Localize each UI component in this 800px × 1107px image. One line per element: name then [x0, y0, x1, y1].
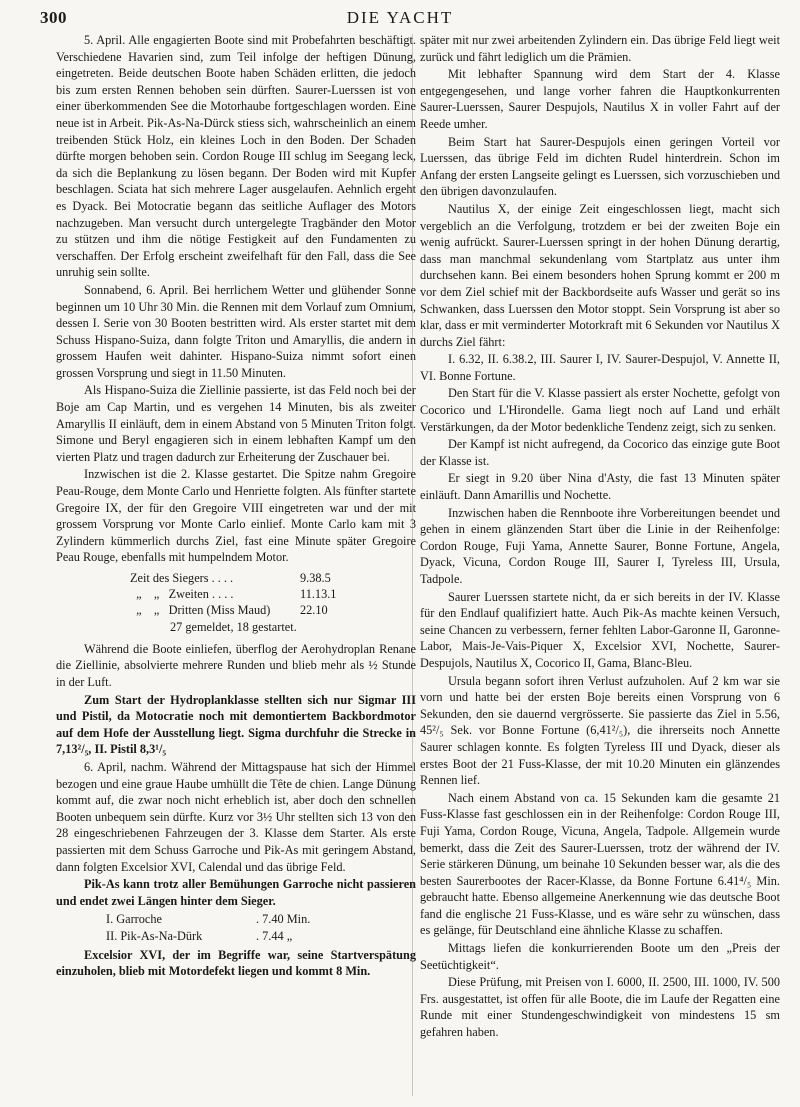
placing-time: . 7.44 „	[256, 928, 293, 943]
placing-row	[56, 911, 416, 928]
paragraph: Diese Prüfung, mit Preisen von I. 6000, II. 2500, III. 1000, IV. 500 Frs. ausgestattet, ist offen für alle Boote, die im Laufe der Regatten eine Runde mit einer Stundengeschwindigkeit von mindestens 15 sm gefahren haben.	[420, 975, 780, 1040]
paragraph: Inzwischen ist die 2. Klasse gestartet. Die Spitze nahm Gregoire Peau-Rouge, dem Monte Carlo und Henriette folgten. Als fünfter startete Gregoire IX, der für den Gregoire VIII eingetreten war und der mit grossem Vorsprung vor Monte Carlo einlief. Monte Carlo kam mit 3 Zylindern kümmerlich durchs Ziel, fast eine Minute später Gregoire Peau Rouge, ebenfalls mit humpelndem Motor.	[56, 467, 416, 565]
paragraph: Den Start für die V. Klasse passiert als erster Nochette, gefolgt von Cocorico und L'Hirondelle. Gama liegt noch auf Land und erhält Verstärkungen, da der Motor bedenkliche Tendenz zeigt, sich zu senken.	[420, 386, 780, 434]
results-label: Zeit des Siegers . . . .	[130, 571, 234, 585]
paragraph: später mit nur zwei arbeitenden Zylindern ein. Das übrige Feld liegt weit zurück und fährt lediglich um die Prämien.	[420, 33, 780, 64]
results-row	[130, 602, 416, 618]
page-header	[0, 6, 800, 28]
results-value: 11.13.1	[300, 587, 337, 602]
paragraph: 6. April, nachm. Während der Mittagspause hat sich der Himmel bezogen und eine graue Haube umhüllt die Tête de chien. Lange Dünung kommt auf, die zwar noch nicht erheblich ist, aber doch den schnellen Booten unbequem sein dürfte. Kurz vor 3½ Uhr stellten sich 13 von den 28 eingeschriebenen Fahrzeugen der 3. Klasse dem Starter. Als erste passierten mit dem Schuss Garroche und Pik-As mit geringem Abstand, dann folgten Excelsior XVI, Calendal und das übrige Feld.	[56, 759, 416, 874]
paragraph: Er siegt in 9.20 über Nina d'Asty, die fast 13 Minuten später einläuft. Dann Amarillis und Nochette.	[420, 471, 780, 503]
paragraph: Mittags liefen die konkurrierenden Boote um den „Preis der Seetüchtigkeit“.	[420, 941, 780, 972]
results-label: „ „ Dritten (Miss Maud)	[130, 603, 271, 618]
paragraph: Excelsior XVI, der im Begriffe war, seine Startverspätung einzuholen, blieb mit Motordefekt liegen und kommt 8 Min.	[56, 947, 416, 979]
paragraph: Als Hispano-Suiza die Ziellinie passierte, ist das Feld noch bei der Boje am Cap Martin, und es vergehen 14 Minuten, bis als zweiter Amaryllis II einläuft, dem in einem Abstand von 5 Minuten Triton folgt. Simone und Beryl engagieren sich in einem lebhaften Kampf um den vierten Platz und tragen dadurch zur Erheiterung der Zuschauer bei.	[56, 383, 416, 464]
paragraph: Mit lebhafter Spannung wird dem Start der 4. Klasse entgegengesehen, und lange vorher fahren die Hauptkonkurrenten Saurer-Luerssen, Saurer Despujols, Nautilus X in voller Fahrt auf der Reede umher.	[420, 67, 780, 131]
running-title: DIE YACHT	[346, 8, 454, 27]
placing-time: . 7.40 Min.	[256, 912, 311, 927]
paragraph: Inzwischen haben die Rennboote ihre Vorbereitungen beendet und gehen in einem glänzenden Start über die Linie in der Reihenfolge: Cordon Rouge, Fuji Yama, Annette Saurer, Bonne Fortune, Angela, Dyack, Vicuna, Cordon Rouge III, Saurer I, Tyreless III, Ursula, Tadpole.	[420, 505, 780, 586]
results-row	[130, 570, 416, 586]
right-column	[420, 32, 780, 1041]
paragraph: Während die Boote einliefen, überflog der Aerohydroplan Renane die Ziellinie, absolvierte mehrere Runden und blieb mehr als ½ Stunde in der Luft.	[56, 641, 416, 689]
results-value: 9.38.5	[300, 571, 331, 585]
placing-name: I. Garroche	[106, 912, 162, 927]
paragraph: Sonnabend, 6. April. Bei herrlichem Wetter und glühender Sonne beginnen um 10 Uhr 30 Min. die Rennen mit dem Vorlauf zum Omnium, dessen I. Serie von 30 Booten bestritten wird. Als erster startet mit dem Schuss Hispano-Suiza, dann folgte Triton und Amaryllis, die andern in grossem Haufen weit dahinter. Hispano-Suiza nimmt sofort einen grossen Vorsprung und siegt in 11.50 Minuten.	[56, 282, 416, 380]
paragraph: Beim Start hat Saurer-Despujols einen geringen Vorteil vor Luerssen, das übrige Feld im dichten Rudel hinterdrein. Schon im Anfang der ersten Langseite gelingt es Luerssen, sich vorzuschieben und den übrigen davonzulaufen.	[420, 134, 780, 199]
results-value: 22.10	[300, 603, 328, 618]
paragraph: I. 6.32, II. 6.38.2, III. Saurer I, IV. Saurer-Despujol, V. Annette II, VI. Bonne Fortune.	[420, 352, 780, 383]
paragraph: Nach einem Abstand von ca. 15 Sekunden kam die gesamte 21 Fuss-Klasse fast geschlossen ein in der Reihenfolge: Cordon Rouge III, Fuji Yama, Cordon Rouge, Vicuna, Angela, Tadpole. Allgemein wurde bemerkt, dass die Zeit des Saurer-Luerssen, trotz der während der IV. Serie stärkeren Dünung, um beinahe 10 Sekunden besser war, als die des besten Saurerbootes der Racer-Klasse, da Bonne Fortune 6.41⁴/₅ Min. gebraucht hatte. Ebenso allgemeine Anerkennung wie das deutsche Boot fand die englische 21 Fuss-Klasse, und es wäre sehr zu wünschen, dass es gelänge, für Deutschland eine ähnliche Klasse zu schaffen.	[420, 790, 780, 938]
results-table	[130, 570, 416, 635]
paragraph: Nautilus X, der einige Zeit eingeschlossen liegt, macht sich vergeblich an die Verfolgung, trotzdem er bei der zweiten Boje ein wenig aufrückt. Saurer-Luerssen springt in der hohen Dünung derartig, dass man manchmal sekundenlang vom Startplatz aus unter ihm durchsehen kann. Bei einem besonders hohen Sprung kommt er 200 m vor dem Ziel schief mit der Backbordseite aufs Wasser und gerät so ins Schwanken, dass Luerssen den Motor stoppt. Sein Vorsprung ist aber so klar, dass er mit verminderter Motorkraft mit 6 Sekunden vor Nautilus X durchs Ziel fährt:	[420, 201, 780, 349]
placing-list	[56, 911, 416, 944]
placing-name: II. Pik-As-Na-Dürk	[106, 928, 203, 943]
results-note: 27 gemeldet, 18 gestartet.	[170, 619, 297, 634]
paragraph: Zum Start der Hydroplanklasse stellten sich nur Sigmar III und Pistil, da Motocratie noch mit demontiertem Backbordmotor auf dem Hofe der Ausstellung liegt. Sigma durchfuhr die Strecke in 7,13²/₅, II. Pistil 8,3¹/₅	[56, 692, 416, 757]
results-label: „ „ Zweiten . . . .	[130, 587, 234, 602]
paragraph: Pik-As kann trotz aller Bemühungen Garroche nicht passieren und endet zwei Längen hinter dem Sieger.	[56, 877, 416, 908]
page-number: 300	[40, 8, 67, 27]
left-column	[56, 32, 416, 980]
paragraph: Saurer Luerssen startete nicht, da er sich bereits in der IV. Klasse für den Endlauf qualifiziert hatte. Auch Pik-As machte keinen Versuch, seine Chancen zu verbessern, ferner fehlten Labor-Garonne II, Garonne-Labor, Mais-Je-Vais-Piquer X, Excelsior XVI, Nochette, Saurer-Despujols, Nautilus X, Cocorico II, Gama, Blanc-Bleu.	[420, 589, 780, 670]
results-row	[130, 586, 416, 602]
paragraph: Ursula begann sofort ihren Verlust aufzuholen. Auf 2 km war sie vorn und hatte bei der ersten Boje bereits einen Vorsprung von 6 Sekunden, den sie dauernd vergrösserte. Sie passierte das Ziel in 5.56, 45²/₅ Sek. vor Bonne Fortune (6,41²/₅), die ihrerseits noch Annette Saurer schlagen konnte. Es folgten Tyreless III und Dyack, dieser als erstes Boot der 21 Fuss-Klasse, der mit 10.20 Minuten ein glänzendes Rennen lief.	[420, 673, 780, 788]
paragraph: Der Kampf ist nicht aufregend, da Cocorico das einzige gute Boot der Klasse ist.	[420, 437, 780, 468]
paragraph: 5. April. Alle engagierten Boote sind mit Probefahrten beschäftigt. Verschiedene Havarien sind, zum Teil infolge der heftigen Dünung, eingetreten. Beide deutschen Boote haben Schäden erlitten, die jedoch bis zum ersten Rennen behoben sein dürften. Saurer-Luerssen ist von einer überkommenden See die Motorhaube fortgeschlagen worden. Eine neue ist in Arbeit. Pik-As-Na-Dürck stiess sich, wahrscheinlich an einem treibenden Stück Holz, ein kleines Loch in den Boden. Der Schaden dürfte morgen behoben sein. Cordon Rouge III schlug im Seegang leck, da sich die Beplankung zu lösen begann. Der Boden wird mit Kupfer beschlagen. Sciata hat sich mehrere Lager ausgelaufen. Aehnlich ergeht es Dyack. Bei Motocratie begann das seitliche Auflager des Motors nachzugeben. Man versucht durch untergelegte Tragbänder den Motor zu stützen und ihm die nötige Festigkeit auf den Fundamenten zu verschaffen. Der Erfolg erscheint zweifelhaft für den Fall, dass die See unruhig sein sollte.	[56, 33, 416, 280]
placing-row	[56, 928, 416, 945]
